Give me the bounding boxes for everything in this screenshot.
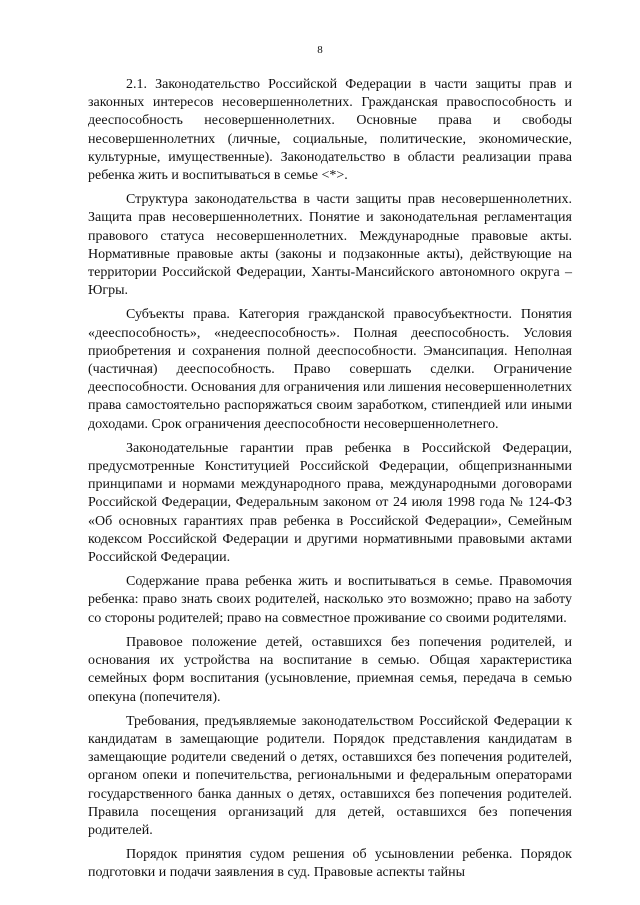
paragraph-2: Структура законодательства в части защиты прав несовершеннолетних. Защита прав несовершеннолетних. Понятие и законодательная регламентация правового статуса несовершеннолетних. Международные правовые акты. Нормативные правовые акты (законы и подзаконные акты), действующие на территории Российской Федерации, Ханты-Мансийского автономного округа – Югры. <box>88 192 572 299</box>
paragraph-3: Субъекты права. Категория гражданской правосубъектности. Понятия «дееспособность», «недееспособность». Полная дееспособность. Условия приобретения и сохранения полной дееспособности. Эмансипация. Неполная (частичная) дееспособность. Право совершать сделки. Ограничение дееспособности. Основания для ограничения или лишения несовершеннолетних права самостоятельно распоряжаться своим заработком, стипендией или иными доходами. Срок ограничения дееспособности несовершеннолетнего. <box>88 307 572 432</box>
paragraph-5: Содержание права ребенка жить и воспитываться в семье. Правомочия ребенка: право знать своих родителей, насколько это возможно; право на заботу со стороны родителей; право на совместное проживание со своими родителями. <box>88 574 572 626</box>
paragraph-7: Требования, предъявляемые законодательством Российской Федерации к кандидатам в замещающие родители. Порядок представления кандидатам в замещающие родители сведений о детях, оставшихся без попечения родителей, органом опеки и попечительства, региональными и федеральным операторами государственного банка данных о детях, оставшихся без попечения родителей. Правила посещения организаций для детей, оставшихся без попечения родителей. <box>88 713 572 838</box>
document-body <box>88 76 572 889</box>
page-number: 8 <box>317 44 323 56</box>
paragraph-8: Порядок принятия судом решения об усыновлении ребенка. Порядок подготовки и подачи заявления в суд. Правовые аспекты тайны <box>88 847 572 881</box>
paragraph-6: Правовое положение детей, оставшихся без попечения родителей, и основания их устройства на воспитание в семью. Общая характеристика семейных форм воспитания (усыновление, приемная семья, передача в семью опекуна (попечителя). <box>88 634 572 705</box>
paragraph-4: Законодательные гарантии прав ребенка в Российской Федерации, предусмотренные Конституцией Российской Федерации, общепризнанными принципами и нормами международного права, международными договорами Российской Федерации, Федеральным законом от 24 июля 1998 года № 124-ФЗ «Об основных гарантиях прав ребенка в Российской Федерации», Семейным кодексом Российской Федерации и другими нормативными правовыми актами Российской Федерации. <box>88 440 572 566</box>
paragraph-1: 2.1. Законодательство Российской Федерации в части защиты прав и законных интересов несовершеннолетних. Гражданская правоспособность и дееспособность несовершеннолетних. Основные права и свободы несовершеннолетних (личные, социальные, политические, экономические, культурные, имущественные). Законодательство в области реализации права ребенка жить и воспитываться в семье <*>. <box>88 77 572 184</box>
